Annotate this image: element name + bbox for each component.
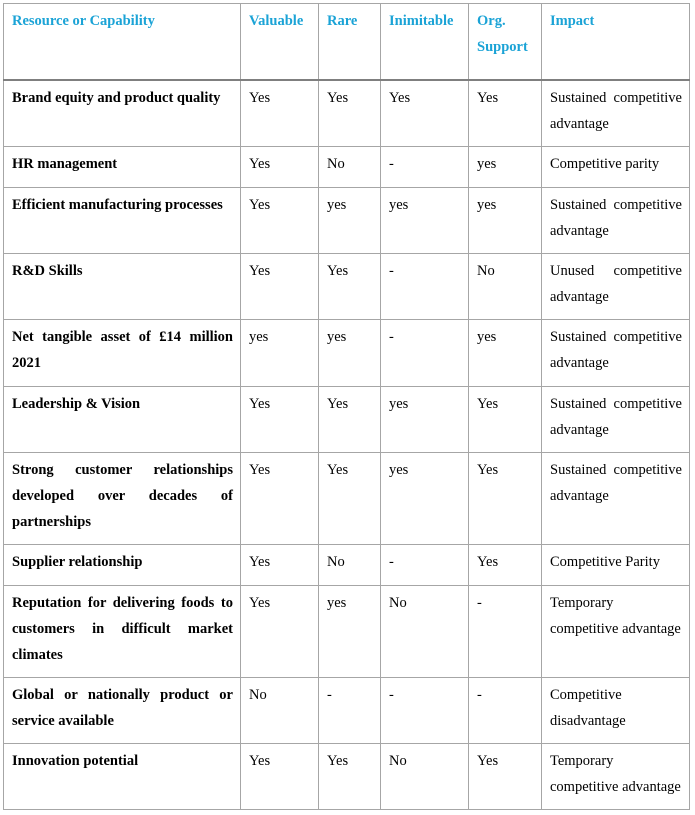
cell-impact: Competitive disadvantage [542, 678, 690, 744]
cell-impact: Competitive Parity [542, 545, 690, 586]
header-org-support: Org. Support [469, 4, 542, 80]
cell-resource: Innovation potential [4, 744, 241, 810]
cell-impact: Unused competitive advantage [542, 254, 690, 320]
table-row [4, 586, 690, 678]
cell-inimitable: yes [381, 188, 469, 254]
table-row [4, 453, 690, 545]
cell-valuable: Yes [241, 453, 319, 545]
cell-rare: Yes [319, 387, 381, 453]
cell-resource: Net tangible asset of £14 million 2021 [4, 320, 241, 387]
cell-resource: R&D Skills [4, 254, 241, 320]
cell-org-support: No [469, 254, 542, 320]
table-row [4, 744, 690, 810]
cell-impact: Sustained competitive advantage [542, 188, 690, 254]
cell-rare: No [319, 147, 381, 188]
cell-rare: yes [319, 188, 381, 254]
table-row [4, 80, 690, 147]
cell-org-support: - [469, 586, 542, 678]
cell-org-support: yes [469, 188, 542, 254]
cell-org-support: yes [469, 147, 542, 188]
table-row [4, 254, 690, 320]
cell-rare: Yes [319, 744, 381, 810]
cell-impact: Sustained competitive advantage [542, 387, 690, 453]
vrio-table [3, 3, 690, 810]
cell-inimitable: - [381, 320, 469, 387]
cell-inimitable: yes [381, 387, 469, 453]
table-row [4, 320, 690, 387]
cell-org-support: Yes [469, 80, 542, 147]
table-row [4, 387, 690, 453]
table-row [4, 678, 690, 744]
cell-inimitable: - [381, 254, 469, 320]
header-inimitable: Inimitable [381, 4, 469, 80]
cell-rare: Yes [319, 453, 381, 545]
cell-org-support: - [469, 678, 542, 744]
cell-inimitable: - [381, 147, 469, 188]
cell-resource: Reputation for delivering foods to customers in difficult market climates [4, 586, 241, 678]
cell-valuable: Yes [241, 254, 319, 320]
cell-resource: Global or nationally product or service available [4, 678, 241, 744]
cell-inimitable: - [381, 678, 469, 744]
cell-org-support: Yes [469, 387, 542, 453]
cell-resource: Leadership & Vision [4, 387, 241, 453]
table-row [4, 188, 690, 254]
cell-valuable: Yes [241, 188, 319, 254]
table-row [4, 147, 690, 188]
cell-org-support: Yes [469, 545, 542, 586]
cell-org-support: Yes [469, 744, 542, 810]
cell-inimitable: yes [381, 453, 469, 545]
cell-valuable: Yes [241, 586, 319, 678]
cell-impact: Competitive parity [542, 147, 690, 188]
cell-valuable: Yes [241, 80, 319, 147]
cell-resource: Supplier relationship [4, 545, 241, 586]
table-row [4, 545, 690, 586]
cell-resource: HR management [4, 147, 241, 188]
cell-valuable: yes [241, 320, 319, 387]
cell-inimitable: No [381, 744, 469, 810]
header-valuable: Valuable [241, 4, 319, 80]
cell-valuable: Yes [241, 387, 319, 453]
cell-impact: Sustained competitive advantage [542, 320, 690, 387]
cell-rare: - [319, 678, 381, 744]
cell-resource: Brand equity and product quality [4, 80, 241, 147]
header-impact: Impact [542, 4, 690, 80]
cell-impact: Temporary competitive advantage [542, 586, 690, 678]
cell-org-support: Yes [469, 453, 542, 545]
cell-valuable: Yes [241, 744, 319, 810]
header-rare: Rare [319, 4, 381, 80]
cell-resource: Efficient manufacturing processes [4, 188, 241, 254]
cell-impact: Temporary competitive advantage [542, 744, 690, 810]
cell-rare: yes [319, 320, 381, 387]
cell-rare: No [319, 545, 381, 586]
cell-resource: Strong customer relationships developed over decades of partnerships [4, 453, 241, 545]
cell-inimitable: - [381, 545, 469, 586]
cell-rare: yes [319, 586, 381, 678]
cell-valuable: Yes [241, 545, 319, 586]
cell-org-support: yes [469, 320, 542, 387]
cell-impact: Sustained competitive advantage [542, 80, 690, 147]
cell-inimitable: No [381, 586, 469, 678]
cell-valuable: Yes [241, 147, 319, 188]
cell-rare: Yes [319, 254, 381, 320]
cell-inimitable: Yes [381, 80, 469, 147]
cell-impact: Sustained competitive advantage [542, 453, 690, 545]
cell-rare: Yes [319, 80, 381, 147]
cell-valuable: No [241, 678, 319, 744]
header-row [4, 4, 690, 80]
header-resource: Resource or Capability [4, 4, 241, 80]
